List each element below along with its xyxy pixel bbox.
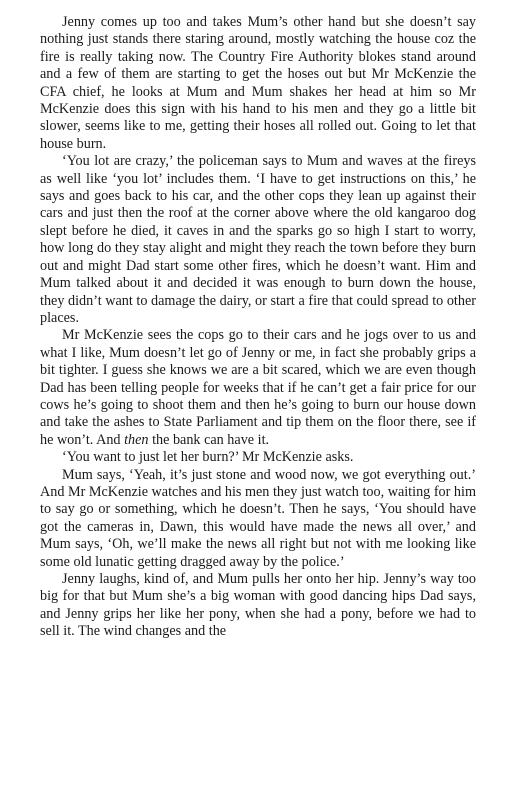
emphasis-then: then [124,431,149,448]
paragraph-3 [40,327,476,449]
paragraph-5: Mum says, ‘Yeah, it’s just stone and wood now, we got everything out.’ And Mr McKenzie watches and his men they just watch too, waiting for him to say go or something, which he doesn’t. Then he says, ‘You should have got the cameras in, Dawn, this would have made the news all over,’ and Mum says, ‘Oh, we’ll make the news all right but not with me looking like some old lunatic getting dragged away by the police.’ [40,466,476,570]
paragraph-3-start: Mr McKenzie sees the cops go to their cars and he jogs over to us and what I like, Mum doesn’t let go of Jenny or me, in fact she probably grips a bit tighter. I guess she knows we are a bit scared, which we are even though Dad has been telling people for weeks that if he can’t get a fair price for our cows he’s going to shoot them and then he’s going to burn our house down and take the ashes to State Parliament and tip them on the floor there, see if he won’t. And [40,327,476,448]
paragraph-6: Jenny laughs, kind of, and Mum pulls her onto her hip. Jenny’s way too big for that but Mum she’s a big woman with good dancing hips Dad says, and Jenny grips her like her pony, when she had a pony, before we had to sell it. The wind changes and the [40,571,476,640]
paragraph-4: ‘You want to just let her burn?’ Mr McKenzie asks. [62,449,354,466]
book-page [40,14,476,641]
paragraph-3-end: the bank can have it. [148,431,270,448]
paragraph-2: ‘You lot are crazy,’ the policeman says to Mum and waves at the fireys as well like ‘you lot’ includes them. ‘I have to get instructions on this,’ he says and goes back to his car, and the other cops they lean up against their cars and just then the roof at the corner above where the old kangaroo dog slept before he died, it caves in and the sparks go so high I start to worry, how long do they stay alight and might they reach the town before they burn out and might Dad start some other fires, which he doesn’t want. Him and Mum talked about it and decided it was enough to burn down the house, they didn’t want to damage the dairy, or start a fire that could spread to other places. [40,153,476,326]
paragraph-1: Jenny comes up too and takes Mum’s other hand but she doesn’t say nothing just stands there staring around, mostly watching the house coz the fire is really taking now. The Country Fire Authority blokes stand around and a few of them are starting to get the hoses out but Mr McKenzie the CFA chief, he looks at Mum and Mum shakes her head at him so Mr McKenzie does this sign with his hand to his men and they go a little bit slower, seems like to me, getting their hoses all rolled out. Going to let that house burn. [40,14,476,152]
